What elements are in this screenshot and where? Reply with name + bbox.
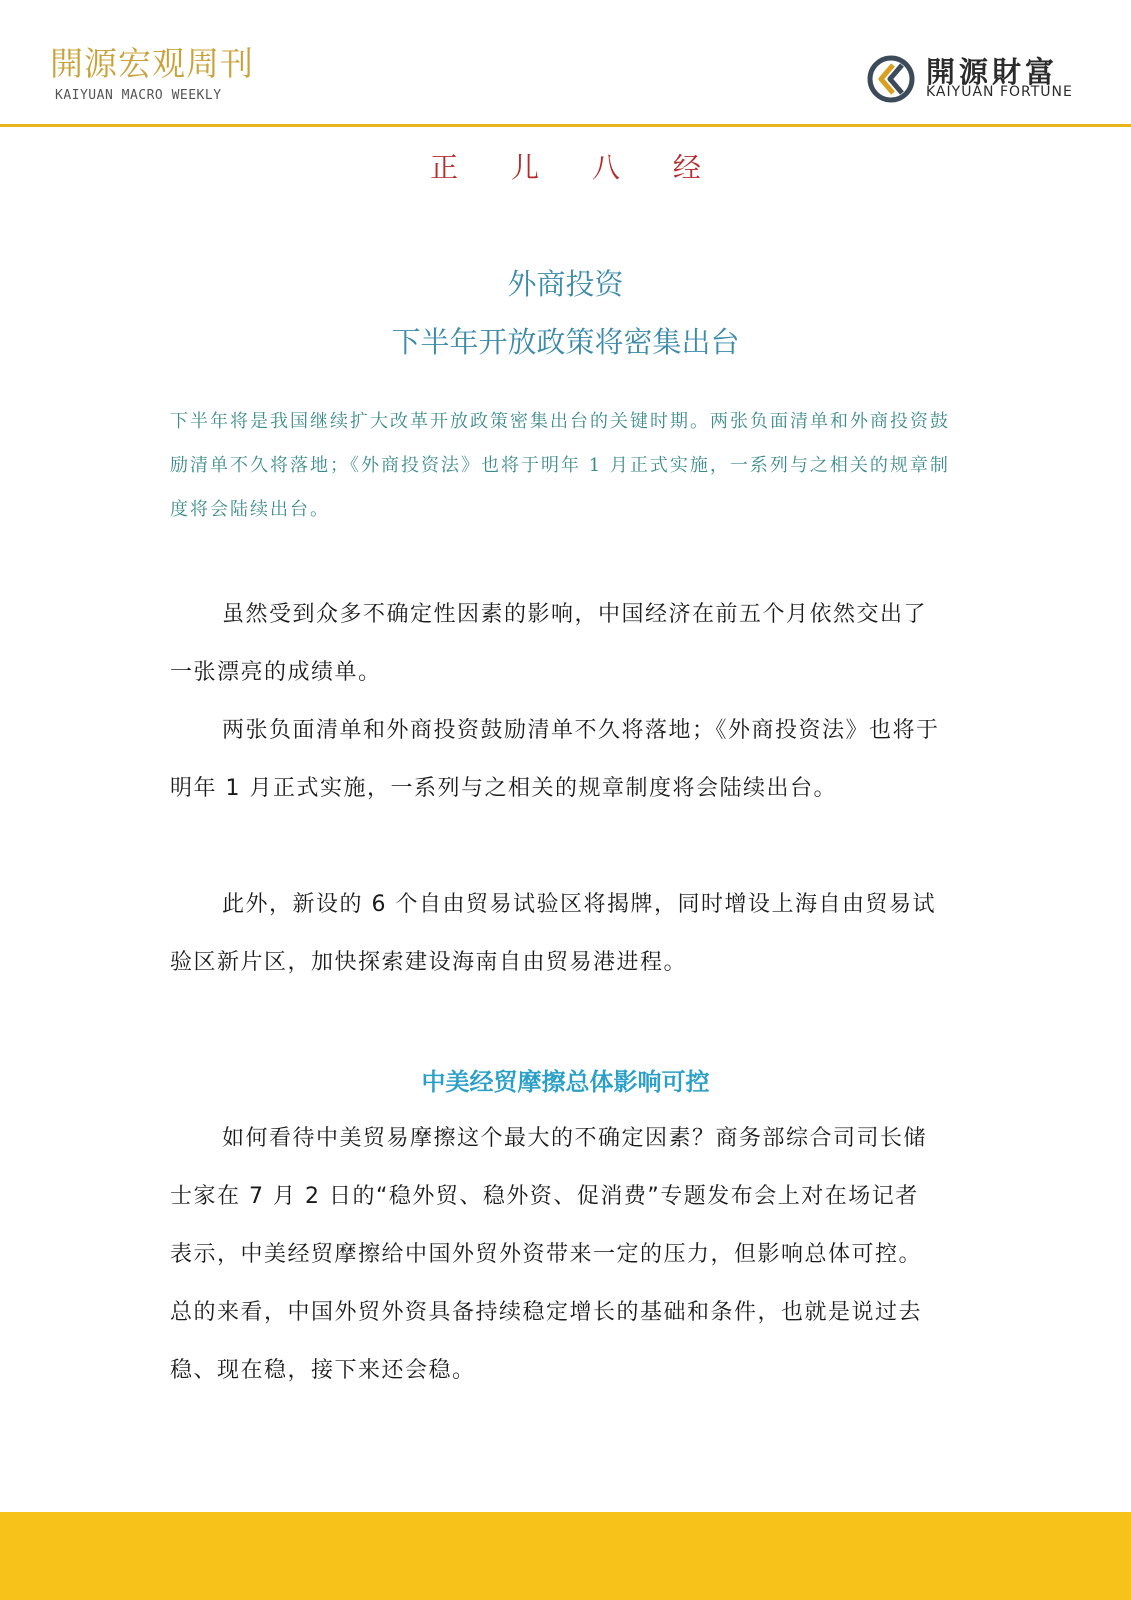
body-paragraph-2: 两张负面清单和外商投资鼓励清单不久将落地；《外商投资法》也将于明年 1 月正式实施，一系列与之相关的规章制度将会陆续出台。	[170, 718, 940, 801]
publication-subtitle: KAIYUAN MACRO WEEKLY	[55, 88, 222, 103]
header-divider	[0, 124, 1131, 127]
kaiyuan-logo-icon	[866, 54, 916, 104]
section-subheading: 中美经贸摩擦总体影响可控	[421, 1068, 710, 1096]
logo-name-en: KAIYUAN FORTUNE	[926, 84, 1073, 100]
publication-title: 開源宏观周刊	[50, 44, 254, 83]
body-paragraph-3: 此外，新设的 6 个自由贸易试验区将揭牌，同时增设上海自由贸易试验区新片区，加快探索建设海南自由贸易港进程。	[170, 892, 936, 975]
article-summary: 下半年将是我国继续扩大改革开放政策密集出台的关键时期。两张负面清单和外商投资鼓励清单不久将落地；《外商投资法》也将于明年 1 月正式实施，一系列与之相关的规章制度将会陆续出台。	[170, 411, 950, 520]
kaiyuan-fortune-logo	[866, 50, 1073, 106]
page-header	[0, 0, 1131, 126]
article-title-line2: 下半年开放政策将密集出台	[391, 325, 740, 359]
footer-bar	[0, 1512, 1131, 1600]
body-paragraph-1: 虽然受到众多不确定性因素的影响，中国经济在前五个月依然交出了一张漂亮的成绩单。	[170, 602, 928, 685]
body-paragraph-4: 如何看待中美贸易摩擦这个最大的不确定因素？商务部综合司司长储士家在 7 月 2 日的“稳外贸、稳外资、促消费”专题发布会上对在场记者表示，中美经贸摩擦给中国外贸外资带来一定的压力，但影响总体可控。总的来看，中国外贸外资具备持续稳定增长的基础和条件，也就是说过去稳、现在稳，接下来还会稳。	[170, 1126, 928, 1383]
logo-name-cn: 開源財富	[926, 55, 1059, 89]
section-label: 正 儿 八 经	[430, 151, 723, 184]
article-title-line1: 外商投资	[507, 267, 624, 301]
